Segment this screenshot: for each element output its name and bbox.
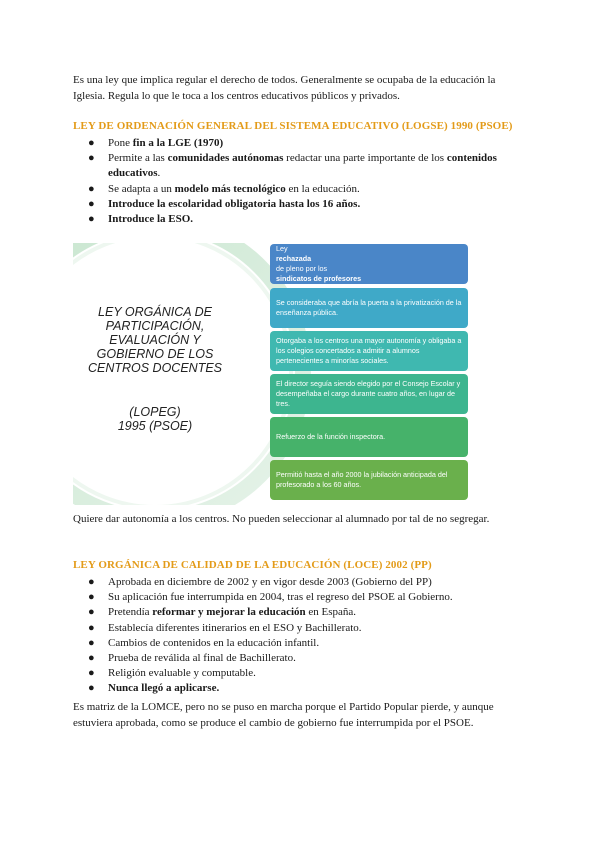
lopeg-box-5: Refuerzo de la función inspectora. [270,417,468,457]
lopeg-box-1: Ley rechazada de pleno por los sindicatos de profesores [270,244,468,284]
list-item: ● Religión evaluable y computable. [73,666,533,681]
list-item: ● Establecía diferentes itinerarios en el ESO y Bachillerato. [73,621,533,636]
list-item: ● Permite a las comunidades autónomas redactar una parte importante de los contenidos educativos. [88,152,497,180]
intro-paragraph [73,72,533,104]
bullet-icon: ● [88,213,95,226]
bullet-icon: ● [88,152,95,165]
bullet-icon: ● [88,652,95,665]
logse-list [73,136,533,227]
list-item: ● Cambios de contenidos en la educación infantil. [73,636,533,651]
lopeg-subtitle: (LOPEG) 1995 (PSOE) [117,405,193,433]
intro-line-2: Iglesia. Regula lo que le toca a los centros educativos públicos y privados. [73,90,400,102]
lopeg-box-3: Otorgaba a los centros una mayor autonomía y obligaba a los colegios concertados a admitir a alumnos pertenecientes a minorías sociales. [270,331,468,371]
bullet-icon: ● [88,621,95,634]
bullet-icon: ● [88,667,95,680]
list-item: ● Se adapta a un modelo más tecnológico en la educación. [73,182,533,197]
bullet-icon: ● [88,182,95,195]
bullet-icon: ● [88,137,95,149]
bullet-icon: ● [88,682,95,695]
bullet-icon: ● [88,636,95,649]
list-item: ● Introduce la escolaridad obligatoria hasta los 16 años. [73,197,533,212]
bullet-icon: ● [88,197,95,210]
list-item: ● Introduce la ESO. [73,212,533,227]
lopeg-box-2: Se consideraba que abría la puerta a la privatización de la enseñanza pública. [270,288,468,328]
bullet-icon: ● [88,576,95,588]
list-item: ● Su aplicación fue interrumpida en 2004, tras el regreso del PSOE al Gobierno. [73,590,533,605]
loce-heading: LEY ORGÁNICA DE CALIDAD DE LA EDUCACIÓN (LOCE) 2002 (PP) [73,559,432,571]
bullet-icon: ● [88,606,95,619]
autonomy-paragraph: Quiere dar autonomía a los centros. No pueden seleccionar al alumnado por tal de no segregar. [73,513,490,525]
list-item: ● Prueba de reválida al final de Bachillerato. [73,651,533,666]
lopeg-title: LEY ORGÁNICA DE PARTICIPACIÓN, EVALUACIÓN Y GOBIERNO DE LOS CENTROS DOCENTES [87,305,223,375]
lopeg-box-4: El director seguía siendo elegido por el Consejo Escolar y desempeñaba el cargo durante cuatro años, en lugar de tres. [270,374,468,414]
intro-line-1: Es una ley que implica regular el derecho de todos. Generalmente se ocupaba de la educación la [73,74,496,86]
list-item: ● Pone fin a la LGE (1970) [73,136,533,151]
bullet-icon: ● [88,591,95,604]
closing-line-2: estuviera aprobada, como se produce el cambio de gobierno fue interrumpida por el PSOE. [73,717,474,729]
list-item: ● Pretendía reformar y mejorar la educación en España. [73,605,533,620]
list-item: ● Nunca llegó a aplicarse. [73,681,533,696]
closing-line-1: Es matriz de la LOMCE, pero no se puso en marcha porque el Partido Popular pierde, y aunque [73,701,494,713]
lopeg-infographic [73,243,473,505]
loce-list [73,575,533,697]
list-item: ● Aprobada en diciembre de 2002 y en vigor desde 2003 (Gobierno del PP) [73,575,533,590]
lopeg-box-6: Permitió hasta el año 2000 la jubilación anticipada del profesorado a los 60 años. [270,460,468,500]
logse-heading: LEY DE ORDENACIÓN GENERAL DEL SISTEMA EDUCATIVO (LOGSE) 1990 (PSOE) [73,120,513,132]
loce-closing-paragraph [73,699,533,731]
